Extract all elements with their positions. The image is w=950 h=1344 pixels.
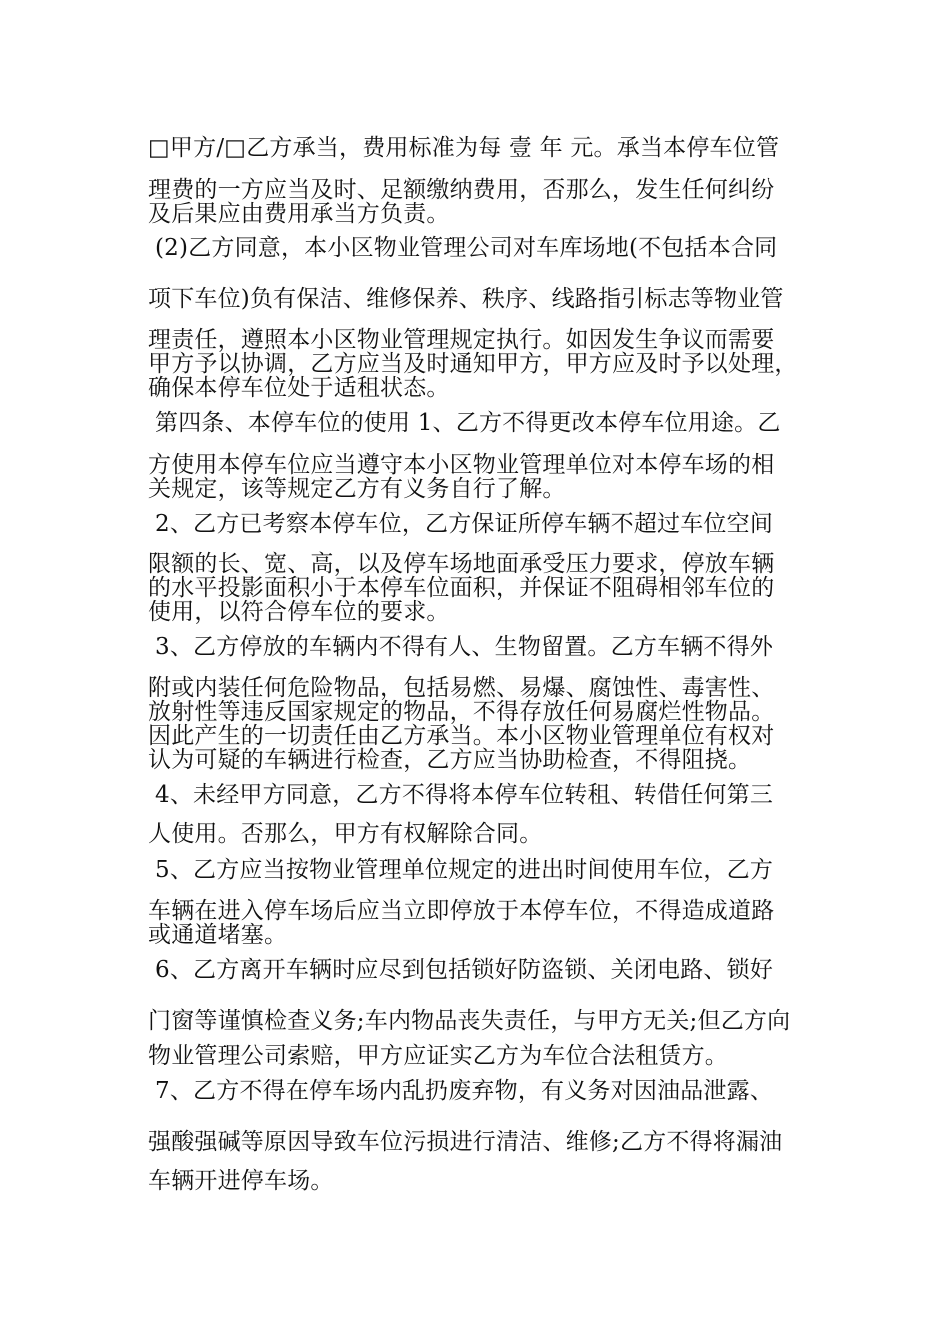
text-line: 确保本停车位处于适租状态。 (148, 375, 450, 401)
text-line: 关规定，该等规定乙方有义务自行了解。 (148, 476, 566, 502)
text-line: 车辆在进入停车场后应当立即停放于本停车位，不得造成道路 (148, 898, 775, 924)
text-line: 理责任，遵照本小区物业管理规定执行。如因发生争议而需要 (148, 327, 775, 353)
text-line: 方使用本停车位应当遵守本小区物业管理单位对本停车场的相 (148, 452, 775, 478)
text-line: 门窗等谨慎检查义务;车内物品丧失责任，与甲方无关;但乙方向 (148, 1008, 791, 1034)
text-line: 强酸强碱等原因导致车位污损进行清洁、维修;乙方不得将漏油 (148, 1129, 783, 1155)
text-line: 3、乙方停放的车辆内不得有人、生物留置。乙方车辆不得外 (155, 634, 774, 660)
text-line: 理费的一方应当及时、足额缴纳费用，否那么，发生任何纠纷 (148, 177, 775, 203)
text-line: 因此产生的一切责任由乙方承当。本小区物业管理单位有权对 (148, 723, 775, 749)
text-line: 限额的长、宽、高，以及停车场地面承受压力要求，停放车辆 (148, 551, 775, 577)
text-line: 认为可疑的车辆进行检查，乙方应当协助检查，不得阻挠。 (148, 747, 752, 773)
text-line: 使用，以符合停车位的要求。 (148, 599, 450, 625)
text-line: 甲方予以协调，乙方应当及时通知甲方，甲方应及时予以处理， (148, 351, 798, 377)
text-line: 附或内装任何危险物品，包括易燃、易爆、腐蚀性、毒害性、 (148, 675, 775, 701)
text-line: 放射性等违反国家规定的物品，不得存放任何易腐烂性物品。 (148, 699, 775, 725)
text-line: 车辆开进停车场。 (148, 1168, 334, 1194)
text-line: □甲方/□乙方承当，费用标准为每 壹 年 元。承当本停车位管 (148, 135, 780, 161)
text-line: 2、乙方已考察本停车位，乙方保证所停车辆不超过车位空间 (155, 511, 774, 537)
text-line: 第四条、本停车位的使用 1、乙方不得更改本停车位用途。乙 (155, 410, 781, 436)
text-line: 或通道堵塞。 (148, 922, 288, 948)
text-line: (2)乙方同意，本小区物业管理公司对车库场地(不包括本合同 (155, 235, 778, 261)
text-line: 4、未经甲方同意，乙方不得将本停车位转租、转借任何第三 (155, 782, 774, 808)
text-line: 7、乙方不得在停车场内乱扔废弃物，有义务对因油品泄露、 (155, 1078, 774, 1104)
text-line: 人使用。否那么，甲方有权解除合同。 (148, 821, 543, 847)
text-line: 物业管理公司索赔，甲方应证实乙方为车位合法租赁方。 (148, 1043, 728, 1069)
text-line: 5、乙方应当按物业管理单位规定的进出时间使用车位，乙方 (155, 857, 774, 883)
text-line: 项下车位)负有保洁、维修保养、秩序、线路指引标志等物业管 (148, 286, 784, 312)
text-line: 的水平投影面积小于本停车位面积，并保证不阻碍相邻车位的 (148, 575, 775, 601)
text-line: 及后果应由费用承当方负责。 (148, 201, 450, 227)
text-line: 6、乙方离开车辆时应尽到包括锁好防盗锁、关闭电路、锁好 (155, 957, 774, 983)
